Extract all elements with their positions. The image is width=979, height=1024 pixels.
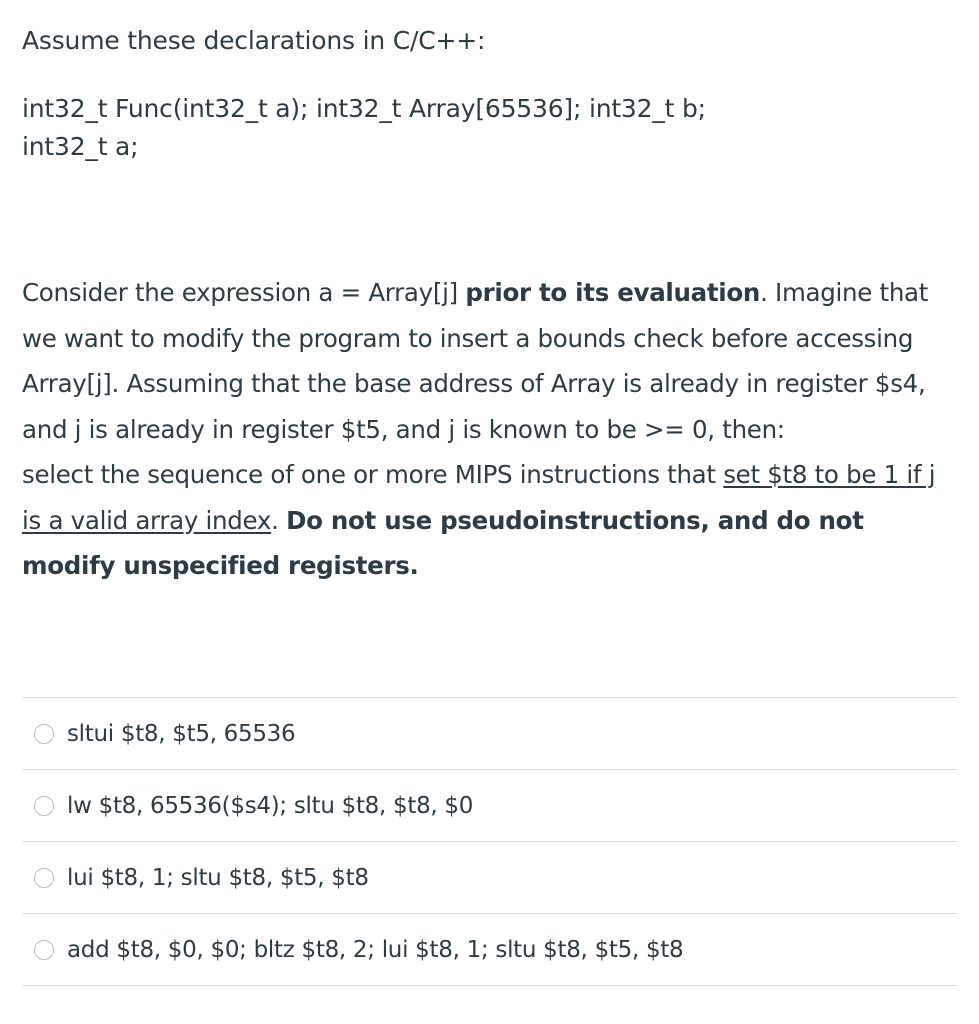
answer-label[interactable]: sltui $t8, $t5, 65536 bbox=[67, 720, 296, 747]
answer-option[interactable] bbox=[22, 698, 957, 770]
answer-list bbox=[22, 697, 957, 986]
instruction-text: . bbox=[271, 505, 287, 535]
declaration-line: int32_t a; bbox=[22, 132, 139, 161]
question-text: . Imagine that we want to modify the program to insert a bounds check before accessing Array[j]. Assuming that the base address of Array is already in register $s4, and j is already in register $t5, and j is known to be >= 0, then: bbox=[22, 278, 929, 444]
radio-button[interactable] bbox=[34, 868, 54, 888]
answer-label[interactable]: add $t8, $0, $0; bltz $t8, 2; lui $t8, 1; sltu $t8, $t5, $t8 bbox=[67, 936, 684, 963]
instruction-text: select the sequence of one or more MIPS instructions that bbox=[22, 460, 724, 489]
radio-button[interactable] bbox=[34, 940, 54, 960]
declarations bbox=[22, 90, 706, 166]
emphasis-text: prior to its evaluation bbox=[465, 278, 761, 307]
answer-option[interactable] bbox=[22, 770, 957, 842]
emphasis-text: Do not use pseudoinstructions, and do not modify unspecified registers. bbox=[22, 505, 864, 580]
answer-option[interactable] bbox=[22, 914, 957, 986]
question-body bbox=[22, 270, 957, 589]
instruction-paragraph bbox=[22, 452, 957, 589]
underlined-text: set $t8 to be 1 if j is a valid array index bbox=[22, 460, 936, 535]
answer-option[interactable] bbox=[22, 842, 957, 914]
declaration-line: int32_t Func(int32_t a); int32_t Array[65536]; int32_t b; bbox=[22, 94, 706, 123]
radio-button[interactable] bbox=[34, 724, 54, 744]
radio-button[interactable] bbox=[34, 796, 54, 816]
answer-label[interactable]: lui $t8, 1; sltu $t8, $t5, $t8 bbox=[67, 864, 369, 891]
question-title: Assume these declarations in C/C++: bbox=[22, 26, 486, 55]
question-paragraph bbox=[22, 270, 957, 452]
question-text: Consider the expression a = Array[j] bbox=[22, 278, 466, 307]
answer-label[interactable]: lw $t8, 65536($s4); sltu $t8, $t8, $0 bbox=[67, 792, 474, 819]
